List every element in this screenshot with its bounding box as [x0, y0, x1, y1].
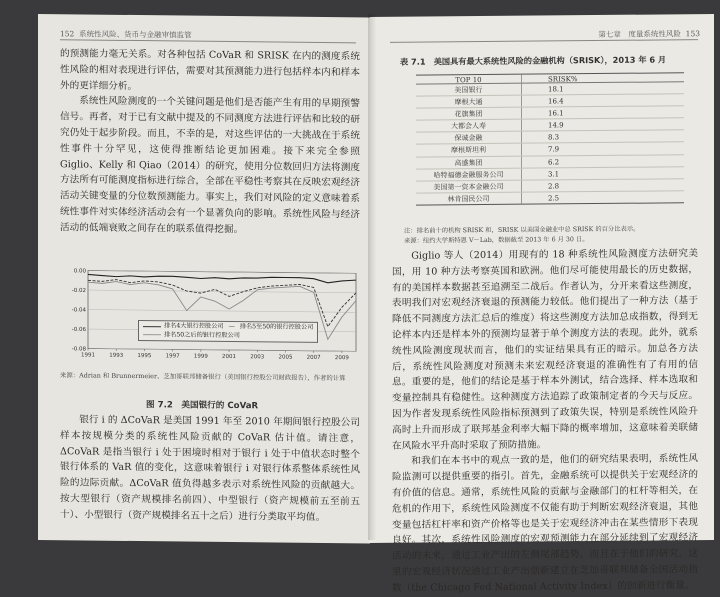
- x-tick-label: 2007: [306, 354, 321, 361]
- left-header-rule: [60, 39, 356, 43]
- right-page: [370, 14, 714, 594]
- legend-swatch: [143, 334, 161, 335]
- x-tick-label: 2005: [278, 354, 293, 361]
- legend-row-large: 排名4大银行控股公司 — 排名5至50的银行控股公司: [143, 322, 313, 332]
- covar-line-chart: [60, 264, 364, 365]
- figure-source-note: 来源：Adrian 和 Brunnermeier、芝加哥联邦储备银行（美国银行控股公司财政报告），作者的计算: [60, 371, 346, 383]
- table-row: [416, 191, 684, 205]
- y-tick-label: -0.06: [71, 326, 86, 334]
- srisk-table: [416, 72, 684, 205]
- table-title: 表 7.1 美国具有最大系统性风险的金融机构（SRISK），2013 年 6 月: [400, 54, 667, 67]
- institution-cell: 摩根斯坦利: [416, 144, 522, 156]
- chart-svg: [60, 264, 364, 365]
- body-paragraph: 和我们在本书中的观点一致的是，他们的研究结果表明，系统性风险监测可以提供重要的指引。首先，金融系统可以提供关于宏观经济的有价值的信息。通常，系统性风险的贡献与金融部门的杠杆等相关，在危机的作用下，系统性风险测度不仅能有助于判断宏观经济衰退，其他变量包括杠杆率和资产价格等也是关于宏观经济冲击在某些情形下表现良好。其次，系统性风险测度的宏观预测能力在部分延续到了宏观经济活动的未来，通过工业产出的左侧尾部趋势。而且在于他们的研究，这里的宏观经济状况通过工业产出创新建立在芝加哥联邦储备全国活动指数（the Chicago Fed National Activity Index）的创新进行衡量。: [392, 453, 698, 594]
- right-body-text: [392, 246, 698, 594]
- table-header-cell: TOP 10: [416, 75, 522, 84]
- table-note: 注：排名前十的机构 SRISK 和，SRISK 以美国金融业中总 SRISK 的百分比表示。: [404, 225, 640, 235]
- right-chapter-title: 第七章 度量系统性风险: [598, 29, 681, 40]
- institution-cell: 花旗集团: [416, 108, 522, 120]
- left-closing-text: [60, 412, 360, 543]
- x-tick-label: 1991: [81, 352, 95, 359]
- y-gridline: [88, 310, 356, 313]
- x-tick-label: 1999: [193, 353, 208, 360]
- legend-label: 排名5至50的银行控股公司: [239, 323, 314, 331]
- body-paragraph: Giglio 等人（2014）用现有的 18 种系统性风险测度方法研究美国，用 10 种方法考察英国和欧洲。他们尽可能使用最长的历史数据，有的美国样本数据甚至追溯至二战后。作者认为，分开来看这些测度，表明我们对宏观经济衰退的预测能力较低。他们提出了一种方法（基于降低不同测度方法汇总后的维度）将这些测度方法加总成指数，得到无论样本内还是样本外的预测均显著于单个测度方法的表现。此外，就系统性风险测度现状而言，他们的实证结果具有正的暗示。加总各方法后，系统性风险测度对预测未来宏观经济衰退的准确性有了有用的信息。重要的是，他们的结论是基于样本外测试，结合选择、样本选取和变量控制具有稳健性。这种测度方法追踪了政策制定者的今天与反应。因为作者发现系统性风险指标预测到了政策失误，特别是系统性风险升高时上升而形成了联邦基金利率大幅下降的概率增加，这意味着美联储在风险水平升高时采取了预防措施。: [392, 248, 698, 452]
- institution-cell: 高盛集团: [416, 156, 522, 168]
- institution-cell: 大都会人寿: [416, 120, 522, 132]
- left-running-title: 系统性风险、货币与金融审慎监管: [79, 29, 192, 40]
- y-tick-label: -0.04: [71, 307, 86, 314]
- institution-cell: 摩根大通: [416, 96, 522, 108]
- institution-cell: 美国第一资本金融公司: [416, 180, 522, 192]
- intro-paragraph: 的预测能力毫无关系。对各种包括 CoVaR 和 SRISK 在内的测度系统性风险的相对表现进行评估，需要对其预测能力进行包括样本内和样本外的更详细分析。: [60, 48, 360, 92]
- institution-cell: 哈特福德金融服务公司: [416, 168, 522, 180]
- legend-row-small: [143, 331, 313, 341]
- legend-label: 排名4大银行控股公司: [164, 322, 224, 330]
- x-tick-label: 2001: [222, 353, 237, 361]
- srisk-cell: 8.3: [548, 133, 560, 142]
- srisk-cell: 16.1: [548, 109, 564, 118]
- y-gridline: [88, 349, 356, 352]
- srisk-cell: 2.5: [548, 194, 560, 203]
- institution-cell: 美国银行: [416, 84, 522, 96]
- srisk-cell: 18.1: [548, 85, 564, 94]
- right-running-header: [598, 28, 700, 40]
- book-gutter-shadow: [368, 14, 380, 540]
- x-tick-label: 2003: [250, 354, 265, 361]
- x-tick-label: 1997: [165, 353, 180, 360]
- table-source: 来源：纽约大学斯特恩 V－Lab，数据截至 2013 年 6 月 30 日。: [404, 236, 589, 245]
- y-tick-label: 0.00: [73, 268, 86, 275]
- legend-swatch: [143, 326, 161, 327]
- left-page-number: 152: [60, 29, 75, 39]
- x-tick-label: 2009: [334, 355, 349, 362]
- left-page: [38, 14, 370, 543]
- srisk-cell: 2.8: [548, 182, 560, 191]
- x-tick-label: 1995: [137, 353, 152, 360]
- institution-cell: 林肯国民公司: [416, 193, 522, 205]
- intro-paragraph: 系统性风险测度的一个关键问题是他们是否能产生有用的早期预警信号。再者，对于已有文献中提及的不同测度方法进行评估和比较的研究仍处于起步阶段。而且，不幸的是，对这些评估的一大挑战在于系统性事件十分罕见，这使得推断结论更加困难。接下来完全参照 Giglio、Kelly 和 Qiao（2014）的研究，使用分位数回归方法将测度方法所有可能测度指标进行综合，全部在平稳性考察其在反映宏观经济活动关键变量的分位数预测能力。事实上，我们对风险的定义意味着系统性事件对实体经济活动会有一个显著负向的影响。系统性风险与经济活动的低端衰败之间存在的联系值得挖掘。: [60, 95, 360, 235]
- institution-cell: 保诚金融: [416, 132, 522, 144]
- figure-caption: 图 7.2 美国银行的 CoVaR: [146, 400, 259, 412]
- y-tick-label: -0.02: [71, 287, 86, 295]
- srisk-cell: 16.4: [548, 97, 564, 106]
- series-line-1: [88, 279, 356, 327]
- srisk-cell: 14.9: [548, 121, 564, 130]
- srisk-cell: 6.2: [548, 157, 560, 167]
- y-gridline: [88, 271, 356, 274]
- right-page-number: 153: [685, 29, 700, 39]
- y-tick-label: -0.08: [71, 346, 86, 353]
- table-notes: [404, 224, 694, 247]
- srisk-cell: 7.9: [548, 145, 560, 154]
- table-header-cell: SRISK%: [548, 75, 578, 84]
- chart-legend: [138, 320, 318, 343]
- srisk-cell: 3.1: [548, 170, 560, 179]
- closing-paragraph: 银行 i 的 ΔCoVaR 是美国 1991 年至 2010 年期间银行控股公司样本按规模分类的系统性风险贡献的 CoVaR 估计值。请注意，ΔCoVaR 是指当银行 i 处于困境时相对于银行 i 处于中值状态时整个银行体系的 VaR 值的变化，这意味着银行 i 对银行体系整体系统性风险的边际贡献。ΔCoVaR 值负得越多表示对系统性风险的贡献越大。按大型银行（资产规模排名前四）、中型银行（资产规模前五至前五十）、小型银行（资产规模排名五十之后）进行分类取平均值。: [60, 414, 360, 523]
- x-tick-label: 1993: [109, 352, 124, 359]
- book-spread: [38, 14, 714, 594]
- right-header-rule: [390, 39, 698, 43]
- left-intro-text: [60, 46, 360, 265]
- legend-label: 排名50之后的银行控股公司: [164, 330, 240, 339]
